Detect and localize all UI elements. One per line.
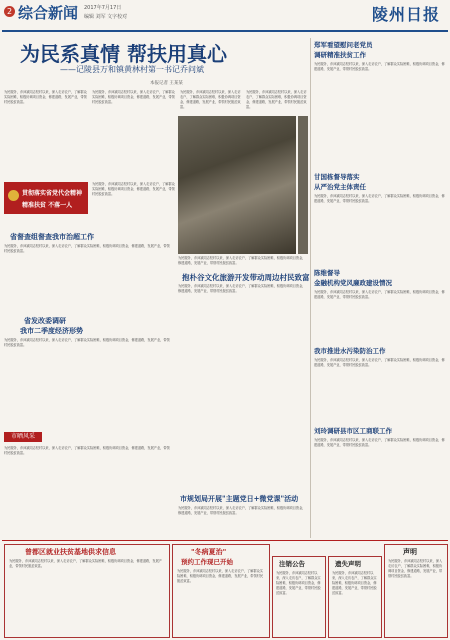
- headline-ganguodong-a: 甘国栋督导落实: [314, 173, 360, 181]
- banner-line-1: 贯彻落实省党代会精神: [22, 190, 83, 197]
- ad-statement: [384, 544, 448, 638]
- ad-cancellation-title: 注销公告: [279, 560, 305, 568]
- ad-lost: [328, 556, 382, 638]
- column-divider: [310, 38, 311, 538]
- ad-lost-text: 为民服务，乔问斌同志驻村以来，深入走访农户，了解群众实际困难，积极协调项目资金，修建道路，发展产业，带领村民脱贫致富。: [332, 571, 377, 595]
- article-chenwei: 为民服务，乔问斌同志驻村以来，深入走访农户，了解群众实际困难，积极协调项目资金，修建道路，发展产业，带领村民脱贫致富。: [314, 290, 445, 299]
- party-emblem-icon: [8, 190, 19, 201]
- campaign-banner: [4, 182, 88, 214]
- staff-line: 编辑 刘军 文字校对: [84, 14, 128, 20]
- header-rule: [2, 30, 448, 32]
- lead-col-1: 为民服务，乔问斌同志驻村以来，深入走访农户，了解群众实际困难，积极协调项目资金，修建道路，发展产业，带领村民脱贫致富。: [4, 90, 87, 104]
- article-zhengjun: 为民服务，乔问斌同志驻村以来，深入走访农户，了解群众实际困难，积极协调项目资金，修建道路，发展产业，带领村民脱贫致富。: [314, 62, 445, 71]
- article-liuling: 为民服务，乔问斌同志驻村以来，深入走访农户，了解群众实际困难，积极协调项目资金，修建道路，发展产业，带领村民脱贫致富。: [314, 438, 445, 447]
- headline-ganguodong-b: 从严治党主体责任: [314, 183, 366, 191]
- article-supervision: 为民服务，乔问斌同志驻村以来，深入走访农户，了解群众实际困难，积极协调项目资金，修建道路，发展产业，带领村民脱贫致富。: [4, 244, 170, 253]
- ad-employment-text: 为民服务，乔问斌同志驻村以来，深入走访农户，了解群众实际困难，积极协调项目资金，修建道路，发展产业，带领村民脱贫致富。: [9, 559, 162, 568]
- headline-supervision: 省督查组督查我市治超工作: [10, 232, 94, 241]
- lead-headline: 为民系真情 帮扶用真心: [20, 42, 227, 66]
- headline-planning: 市规划局开展"主题党日+微党课"活动: [180, 494, 299, 503]
- ad-health-title: "冬病夏治": [191, 548, 227, 556]
- headline-tourism: 抱朴谷文化旅游开发带动周边村民致富: [182, 273, 310, 282]
- page-number: 2: [4, 6, 15, 17]
- lead-col-3: 为民服务，乔问斌同志驻村以来，深入走访农户，了解群众实际困难，积极协调项目资金，修建道路，发展产业，带领村民脱贫致富。: [180, 90, 241, 109]
- ad-employment: [4, 544, 170, 638]
- lead-subheadline: ——记陵县万和镇黄林村第一书记乔问斌: [60, 65, 204, 74]
- article-ganguodong: 为民服务，乔问斌同志驻村以来，深入走访农户，了解群众实际困难，积极协调项目资金，修建道路，发展产业，带领村民脱贫致富。: [314, 194, 445, 203]
- headline-zhengjun-b: 调研精准扶贫工作: [314, 51, 366, 59]
- lead-photo: [178, 116, 296, 254]
- lead-col-5: 为民服务，乔问斌同志驻村以来，深入走访农户，了解群众实际困难，积极协调项目资金，修建道路，发展产业，带领村民脱贫致富。: [92, 182, 175, 196]
- article-tourism: 为民服务，乔问斌同志驻村以来，深入走访农户，了解群众实际困难，积极协调项目资金，修建道路，发展产业，带领村民脱贫致富。: [178, 284, 306, 293]
- issue-date: 2017年7月17日: [84, 5, 122, 11]
- lead-col-4: 为民服务，乔问斌同志驻村以来，深入走访农户，了解群众实际困难，积极协调项目资金，修建道路，发展产业，带领村民脱贫致富。: [246, 90, 307, 109]
- ad-statement-title: 声明: [403, 548, 417, 556]
- ad-health-subtitle: 预约工作现已开始: [181, 558, 233, 566]
- ad-employment-title: 曾都区就业扶贫基地供求信息: [25, 548, 116, 556]
- article-ndrc: 为民服务，乔问斌同志驻村以来，深入走访农户，了解群众实际困难，积极协调项目资金，修建道路，发展产业，带领村民脱贫致富。: [4, 338, 170, 347]
- section-title: 综合新闻: [18, 4, 79, 22]
- headline-liuling: 刘玲调研县市区工商联工作: [314, 427, 392, 435]
- masthead: [0, 0, 450, 34]
- ad-health: [172, 544, 270, 638]
- ads-rule: [2, 540, 448, 541]
- ad-cancellation-text: 为民服务，乔问斌同志驻村以来，深入走访农户，了解群众实际困难，积极协调项目资金，修建道路，发展产业，带领村民脱贫致富。: [276, 571, 321, 595]
- column-tag: 市晒风采: [4, 432, 42, 442]
- ad-statement-text: 为民服务，乔问斌同志驻村以来，深入走访农户，了解群众实际困难，积极协调项目资金，修建道路，发展产业，带领村民脱贫致富。: [388, 559, 443, 578]
- lead-col-2: 为民服务，乔问斌同志驻村以来，深入走访农户，了解群众实际困难，积极协调项目资金，修建道路，发展产业，带领村民脱贫致富。: [92, 90, 175, 104]
- ad-cancellation: [272, 556, 326, 638]
- headline-chenwei-b: 金融机构党风廉政建设情况: [314, 279, 392, 287]
- ad-health-text: 为民服务，乔问斌同志驻村以来，深入走访农户，了解群众实际困难，积极协调项目资金，修建道路，发展产业，带领村民脱贫致富。: [177, 569, 264, 583]
- headline-ndrc-a: 省发改委调研: [24, 316, 66, 325]
- lead-photo-edge: [298, 116, 308, 254]
- headline-chenwei-a: 陈维督导: [314, 269, 340, 277]
- banner-line-2: 精准扶贫 不落一人: [22, 202, 73, 209]
- headline-water: 我市推进水污染防治工作: [314, 347, 386, 355]
- article-column: 为民服务，乔问斌同志驻村以来，深入走访农户，了解群众实际困难，积极协调项目资金，修建道路，发展产业，带领村民脱贫致富。: [4, 446, 170, 455]
- lead-byline: 本报记者 王某某: [150, 81, 183, 86]
- newspaper-brand: 陵州日报: [372, 5, 441, 24]
- article-planning: 为民服务，乔问斌同志驻村以来，深入走访农户，了解群众实际困难，积极协调项目资金，修建道路，发展产业，带领村民脱贫致富。: [178, 506, 306, 515]
- article-water: 为民服务，乔问斌同志驻村以来，深入走访农户，了解群众实际困难，积极协调项目资金，修建道路，发展产业，带领村民脱贫致富。: [314, 358, 445, 367]
- headline-zhengjun-a: 郑军看望慰问老党员: [314, 41, 373, 49]
- ad-lost-title: 遗失声明: [335, 560, 361, 568]
- photo-caption: 为民服务，乔问斌同志驻村以来，深入走访农户，了解群众实际困难，积极协调项目资金，修建道路，发展产业，带领村民脱贫致富。: [178, 256, 306, 265]
- headline-ndrc-b: 我市二季度经济形势: [20, 326, 83, 335]
